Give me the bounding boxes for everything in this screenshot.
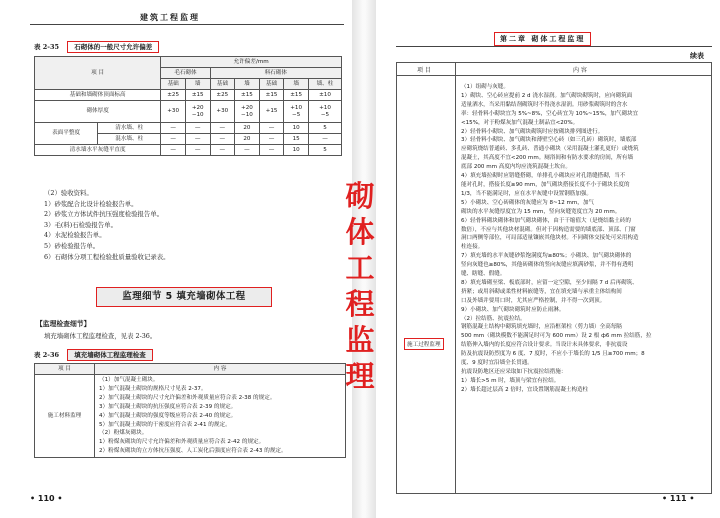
row-group-label: 表面平整度 bbox=[35, 123, 98, 145]
paragraph: 3）毛(料)石检验报告单。 bbox=[44, 220, 117, 229]
table-cell: +10 −5 bbox=[284, 101, 309, 123]
content-line: 适量洒水，当采用黏结剂砌筑时不得浇水湿润。用砂浆砌筑时的含水 bbox=[461, 101, 628, 108]
content-line: 率：轻骨料小砌块宜为 5%~8%，空心砖宜为 10%~15%，加气砌块宜 bbox=[461, 110, 639, 117]
content-line: 底部 200 mm 高度内均应浇筑混凝土坎台。 bbox=[461, 164, 571, 171]
header-item: 项 目 bbox=[417, 67, 431, 74]
content-line: 7）填充墙的水平灰缝砂浆饱满度均≥80%；小砌块、加气砌块砌体的 bbox=[461, 253, 632, 260]
table-row bbox=[35, 375, 346, 458]
sub-header: 基础 bbox=[210, 79, 235, 90]
table-cell: +10 −5 bbox=[308, 101, 341, 123]
continued-table bbox=[396, 62, 712, 494]
page-number-left: • 110 • bbox=[30, 494, 63, 503]
content-line: 挤紧；或用斜砌或柔性材料嵌缝等，宜在填充墙与承重主体结构间 bbox=[461, 288, 622, 295]
table-cell: ±15 bbox=[284, 90, 309, 101]
table-cell: +20 −10 bbox=[235, 101, 260, 123]
table-title: 填充墙砌体工程监理检查 bbox=[67, 349, 153, 361]
table-number: 表 2-35 bbox=[34, 43, 60, 51]
table-cell: — bbox=[235, 145, 260, 156]
table-cell: — bbox=[185, 134, 210, 145]
content-line: 3）加气混凝土砌块的抗压强度应符合表 2-39 的规定。 bbox=[99, 403, 237, 410]
side-title-char: 体 bbox=[345, 215, 375, 249]
table-cell: +15 bbox=[259, 101, 284, 123]
paragraph: 6）石砌体分项工程检验批质量验收记录表。 bbox=[44, 252, 170, 261]
header-content: 内 容 bbox=[95, 364, 346, 375]
content-line: （1）组砌与灰缝。 bbox=[461, 84, 509, 90]
content-line: 砌块的水平灰缝厚度宜为 15 mm，竖向灰缝宽度宜为 20 mm。 bbox=[461, 208, 621, 215]
content-line: 数倍），不应与其他块材混砌。但对于因构造需要的墙底部、顶部、门窗 bbox=[461, 226, 636, 233]
content-line: 能对孔时，搭接长度≥90 mm，加气砌块搭接长度不小于砌块长度的 bbox=[461, 181, 630, 188]
content-line: 8）填充墙砌至梁、板底部时，应留一定空隙，至少间隔 7 d 后再砌筑、 bbox=[461, 279, 638, 286]
content-line: 1）砌块、空心砖应提前 2 d 浇水湿润。加气砌块砌筑时，应向砌筑面 bbox=[461, 92, 633, 99]
sub-header: 墙 bbox=[284, 79, 309, 90]
inspection-table bbox=[34, 363, 346, 458]
content-line: 柱连接。 bbox=[461, 244, 484, 251]
table-row bbox=[35, 145, 342, 156]
content-line: 5）小砌块、空心砖砌体的灰缝应为 8~12 mm，加气 bbox=[461, 199, 594, 206]
header-item: 项 目 bbox=[35, 364, 95, 375]
table-cell: ±25 bbox=[210, 90, 235, 101]
table-cell: — bbox=[161, 145, 186, 156]
table-cell: — bbox=[259, 134, 284, 145]
column-divider bbox=[455, 63, 456, 493]
page-number-right: • 111 • bbox=[662, 494, 695, 503]
table-cell: +30 bbox=[161, 101, 186, 123]
sub-header: 墙、柱 bbox=[308, 79, 341, 90]
content-line: 洞口两侧等部位，可局部适量镶嵌其他块材。不同砌体交接处可采用构造 bbox=[461, 235, 639, 242]
content-line: 防及抗震设防烈度为 6 度、7 度时，不应小于墙长的 1/5 且≥700 mm；8 bbox=[461, 351, 645, 358]
sub-header: 基础 bbox=[259, 79, 284, 90]
table-cell: 10 bbox=[284, 123, 309, 134]
row-label: 清水墙、柱 bbox=[98, 123, 161, 134]
table-cell: 10 bbox=[284, 145, 309, 156]
table-cell: 15 bbox=[284, 134, 309, 145]
header-rule-left bbox=[30, 24, 344, 25]
content-line: 混凝土，其高度不宜<200 mm。厕浴间和有防水要求的房间，所有墙 bbox=[461, 155, 634, 162]
row-label: 施工过程监理 bbox=[404, 338, 444, 350]
running-head-right: 第二章 砌体工程监理 bbox=[494, 32, 591, 46]
table-cell: ±15 bbox=[259, 90, 284, 101]
table-2-36-caption bbox=[34, 350, 153, 359]
table-row bbox=[35, 123, 342, 134]
content-line: 缝、瞎缝、假缝。 bbox=[461, 271, 506, 278]
content-line: 应砌筑烧结普通砖、多孔砖、普通小砌块（采用混凝土灌孔更好）或烧筑 bbox=[461, 146, 639, 153]
header-item: 项 目 bbox=[35, 57, 161, 90]
content-line: 抗震设防地区还应采取如下抗震拉结措施： bbox=[461, 369, 567, 375]
running-head-left: 建筑工程监理 bbox=[140, 12, 200, 22]
content-line: 5）加气混凝土砌块的干密度应符合表 2-41 的规定。 bbox=[99, 421, 231, 428]
content-line: 3）轻骨料小砌块、加气砌块和薄壁空心砖（如三孔砖）砌筑时，墙底部 bbox=[461, 137, 637, 144]
content-line: 4）填充墙拉砌时应错缝搭砌，单排孔小砌块应对孔错缝搭砌，当不 bbox=[461, 173, 626, 180]
table-cell: +30 bbox=[210, 101, 235, 123]
section-heading: 监理细节 5 填充墙砌体工程 bbox=[96, 287, 272, 307]
side-title-char: 监 bbox=[345, 323, 375, 357]
content-line: 度、9 度时宜沿墙全长贯通。 bbox=[461, 360, 533, 367]
content-line: （2）粉煤灰砌块。 bbox=[99, 430, 148, 437]
content-line: 结筋伸入墙内的长度应符合设计要求。当设计未具体要求，非抗震设 bbox=[461, 342, 628, 349]
content-line: （2）拉结筋、抗震拉结。 bbox=[461, 315, 526, 322]
header-rubble: 毛石砌体 bbox=[161, 68, 210, 79]
content-line: 9）小砌块、加气砌块砌筑时应防止雨淋。 bbox=[461, 306, 565, 313]
table-cell: — bbox=[185, 145, 210, 156]
paragraph: 5）砂检验报告单。 bbox=[44, 241, 100, 250]
row-label: 清水墙水平灰缝平直度 bbox=[35, 145, 161, 156]
table-cell: — bbox=[259, 123, 284, 134]
side-title-char: 砌 bbox=[345, 179, 375, 213]
intro-line: 填充墙砌体工程监理检查，见表 2-36。 bbox=[44, 332, 157, 340]
table-cell: ±25 bbox=[161, 90, 186, 101]
table-cell: — bbox=[210, 134, 235, 145]
content-line: 6）轻骨料砌块砌体和加气砌块砌体，由于干缩值大（是烧结黏土砖的 bbox=[461, 217, 631, 224]
table-row bbox=[35, 90, 342, 101]
table-header-row bbox=[397, 63, 711, 76]
paragraph: （2）验收资料。 bbox=[44, 189, 93, 197]
row-label: 砌体厚度 bbox=[35, 101, 161, 123]
table-cell: 20 bbox=[235, 134, 260, 145]
header-content: 内 容 bbox=[573, 67, 587, 74]
content-line: 1）墙长>5 m 时，墙顶与梁宜有拉结。 bbox=[461, 377, 560, 384]
content-line: （1）加气混凝土砌块。 bbox=[99, 377, 159, 383]
side-title bbox=[338, 178, 382, 394]
tolerance-table bbox=[34, 56, 342, 156]
side-title-char: 程 bbox=[345, 287, 375, 321]
table-cell: 20 bbox=[235, 123, 260, 134]
table-cell: — bbox=[210, 123, 235, 134]
table-cell: +20 −10 bbox=[185, 101, 210, 123]
content-line: 2）轻骨料小砌块、加气砌块砌筑时应按砌块排列图进行。 bbox=[461, 128, 604, 135]
table-row bbox=[35, 101, 342, 123]
table-cell: ±15 bbox=[185, 90, 210, 101]
paragraph: 1）砂浆配合比设计检验报告单。 bbox=[44, 199, 138, 208]
table-number: 表 2-36 bbox=[34, 351, 60, 359]
content-line: 竖向灰缝也≥80%，其他砖砌体的竖向灰缝应填满砂浆，并不得有透明 bbox=[461, 262, 634, 269]
content-line: 1）加气混凝土砌块的规格尺寸见表 2-37。 bbox=[99, 385, 207, 392]
row-label: 混水墙、柱 bbox=[98, 134, 161, 145]
table-2-35-caption bbox=[34, 42, 159, 51]
table-cell: 5 bbox=[308, 145, 341, 156]
table-cell: — bbox=[161, 123, 186, 134]
table-cell: ±10 bbox=[308, 90, 341, 101]
paragraph: 4）水泥检验报告单。 bbox=[44, 231, 106, 240]
table-cell: — bbox=[259, 145, 284, 156]
content-line: 2）墙长超过层高 2 倍时，宜设置钢筋混凝土构造柱 bbox=[461, 386, 589, 393]
sub-heading: 【监理检查细节】 bbox=[36, 320, 91, 328]
content-line: 2）粉煤灰砌块的立方体抗压强度、人工炭化后强度应符合表 2-43 的规定。 bbox=[99, 448, 287, 455]
table-cell: — bbox=[161, 134, 186, 145]
table-cell: — bbox=[308, 134, 341, 145]
content-line: 1/3，当不能满足时，应在水平灰缝中设置钢筋加强。 bbox=[461, 190, 592, 197]
header-group: 允许偏差/mm bbox=[161, 57, 342, 68]
content-line: 钢筋混凝土结构中砌筑填充墙时，应沿框架柱（剪力墙）全高每隔 bbox=[461, 324, 622, 331]
paragraph: 2）砂浆立方体试件抗压强度检验报告单。 bbox=[44, 210, 164, 219]
header-rule-right bbox=[396, 46, 712, 47]
side-title-char: 理 bbox=[345, 359, 375, 393]
sub-header: 基础 bbox=[161, 79, 186, 90]
content-line: <15%，对于粉煤灰加气混凝土制品宜<20%。 bbox=[461, 119, 579, 126]
sub-header: 墙 bbox=[185, 79, 210, 90]
content-line: 500 mm（砌块模数不能满足时可为 600 mm）设 2 根 ф6 mm 拉结筋，拉 bbox=[461, 333, 652, 340]
content-line: 口及外墙并要用口时，尤其应严格控制，并不得一次到顶。 bbox=[461, 297, 606, 304]
table-cell: — bbox=[185, 123, 210, 134]
table-cell: ±15 bbox=[235, 90, 260, 101]
content-line: 1）粉煤灰砌块的尺寸允许偏差和外观质量应符合表 2-42 的规定。 bbox=[99, 439, 265, 446]
header-ashlar: 料石砌体 bbox=[210, 68, 341, 79]
row-content bbox=[461, 83, 651, 395]
sub-header: 墙 bbox=[235, 79, 260, 90]
content-line: 2）加气混凝土砌块的尺寸允许偏差和外观质量应符合表 2-38 的规定。 bbox=[99, 394, 276, 401]
acceptance-docs-list bbox=[44, 188, 170, 262]
left-page bbox=[0, 0, 352, 518]
table-cell: 5 bbox=[308, 123, 341, 134]
content-line: 4）加气混凝土砌块的强度等级应符合表 2-40 的规定。 bbox=[99, 412, 237, 419]
table-cell: — bbox=[210, 145, 235, 156]
continued-label: 续表 bbox=[690, 51, 704, 60]
side-title-char: 工 bbox=[345, 251, 375, 285]
table-title: 石砌体的一般尺寸允许偏差 bbox=[67, 41, 159, 53]
row-label: 基础和墙砌体顶面标高 bbox=[35, 90, 161, 101]
row-label: 施工材料监理 bbox=[35, 375, 95, 458]
row-content bbox=[95, 375, 346, 458]
